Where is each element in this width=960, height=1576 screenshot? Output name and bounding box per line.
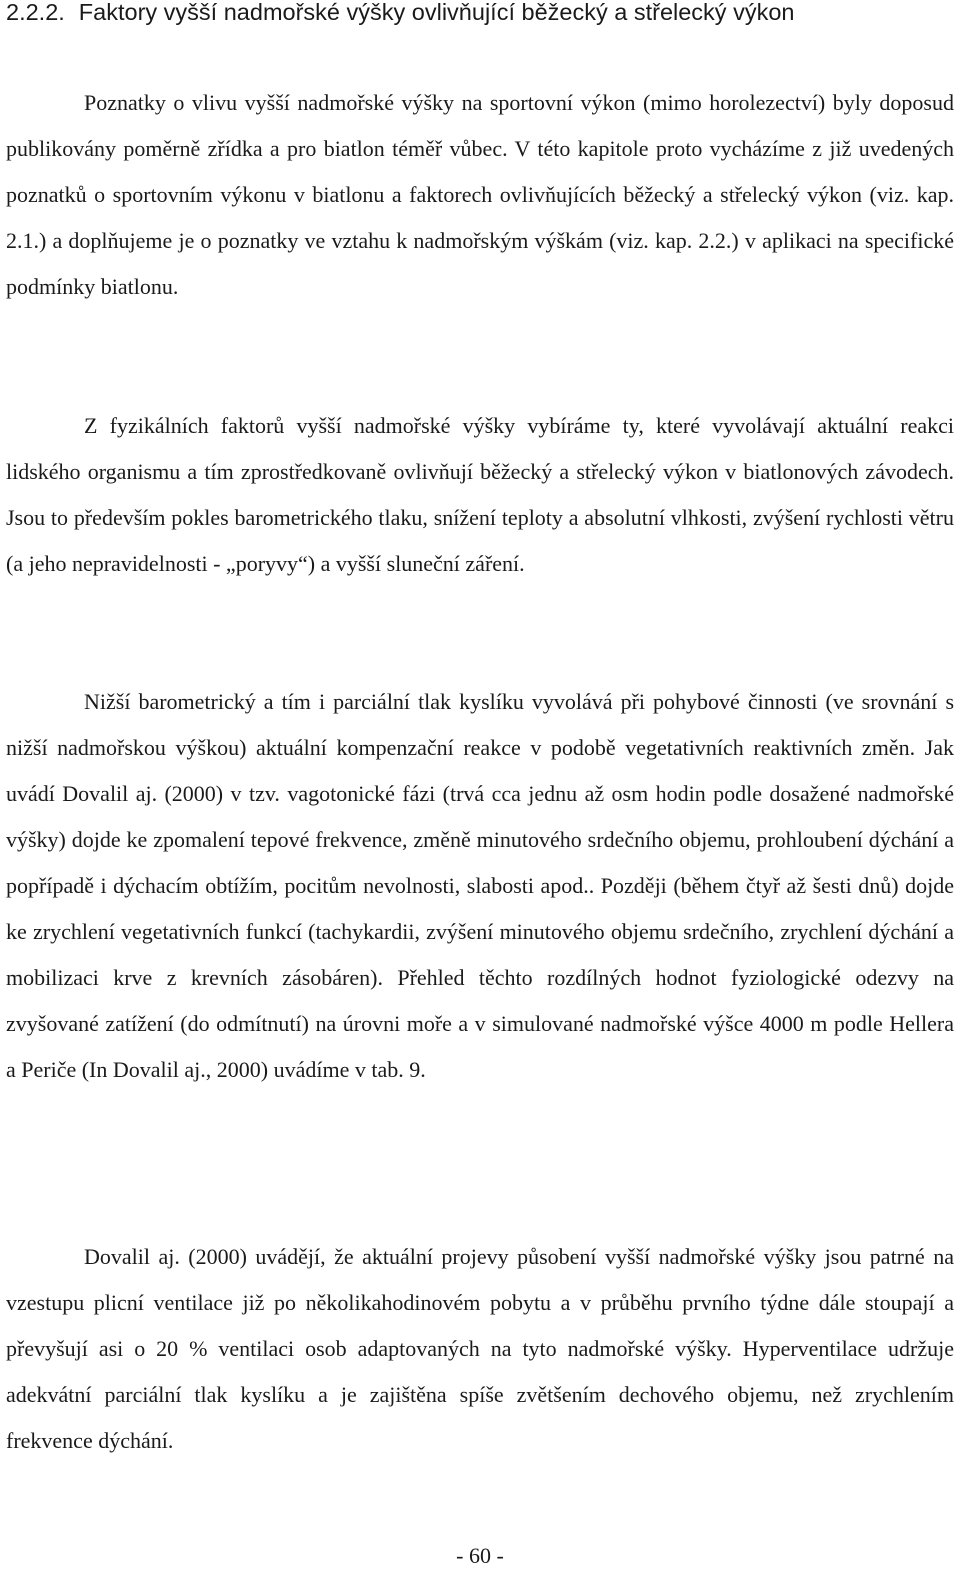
page-number: - 60 -	[456, 1543, 504, 1568]
paragraph-ventilation: Dovalil aj. (2000) uvádějí, že aktuální projevy působení vyšší nadmořské výšky jsou patrné na vzestupu plicní ventilace již po několikahodinovém pobytu a v průběhu prvního týdne dále stoupají a převyšují asi o 20 % ventilaci osob adaptovaných na tyto nadmořské výšky. Hyperventilace udržuje adekvátní parciální tlak kyslíku a je zajištěna spíše zvětšením dechového objemu, než zrychlením frekvence dýchání.	[6, 1244, 954, 1453]
paragraph-intro: Poznatky o vlivu vyšší nadmořské výšky na sportovní výkon (mimo horolezectví) byly doposud publikovány poměrně zřídka a pro biatlon téměř vůbec. V této kapitole proto vycházíme z již uvedených poznatků o sportovním výkonu v biatlonu a faktorech ovlivňujících běžecký a střelecký výkon (viz. kap. 2.1.) a doplňujeme je o poznatky ve vztahu k nadmořským výškám (viz. kap. 2.2.) v aplikaci na specifické podmínky biatlonu.	[6, 90, 954, 299]
section-heading	[6, 0, 954, 30]
paragraph-physical-factors: Z fyzikálních faktorů vyšší nadmořské výšky vybíráme ty, které vyvolávají aktuální reakci lidského organismu a tím zprostředkovaně ovlivňují běžecký a střelecký výkon v biatlonových závodech. Jsou to především pokles barometrického tlaku, snížení teploty a absolutní vlhkosti, zvýšení rychlosti větru (a jeho nepravidelnosti - „poryvy“) a vyšší sluneční záření.	[6, 413, 954, 576]
section-number: 2.2.2.	[6, 0, 65, 25]
section-title: Faktory vyšší nadmořské výšky ovlivňující běžecký a střelecký výkon	[78, 0, 795, 25]
paragraph-barometric-pressure: Nižší barometrický a tím i parciální tlak kyslíku vyvolává při pohybové činnosti (ve srovnání s nižší nadmořskou výškou) aktuální kompenzační reakce v podobě vegetativních reaktivních změn. Jak uvádí Dovalil aj. (2000) v tzv. vagotonické fázi (trvá cca jednu až osm hodin podle dosažené nadmořské výšky) dojde ke zpomalení tepové frekvence, změně minutového srdečního objemu, prohloubení dýchání a popřípadě i dýchacím obtížím, pocitům nevolnosti, slabosti apod.. Později (během čtyř až šesti dnů) dojde ke zrychlení vegetativních funkcí (tachykardii, zvýšení minutového objemu srdečního, zrychlení dýchání a mobilizaci krve z krevních zásobáren). Přehled těchto rozdílných hodnot fyziologické odezvy na zvyšované zatížení (do odmítnutí) na úrovni moře a v simulované nadmořské výšce 4000 m podle Hellera a Periče (In Dovalil aj., 2000) uvádíme v tab. 9.	[6, 689, 954, 1082]
